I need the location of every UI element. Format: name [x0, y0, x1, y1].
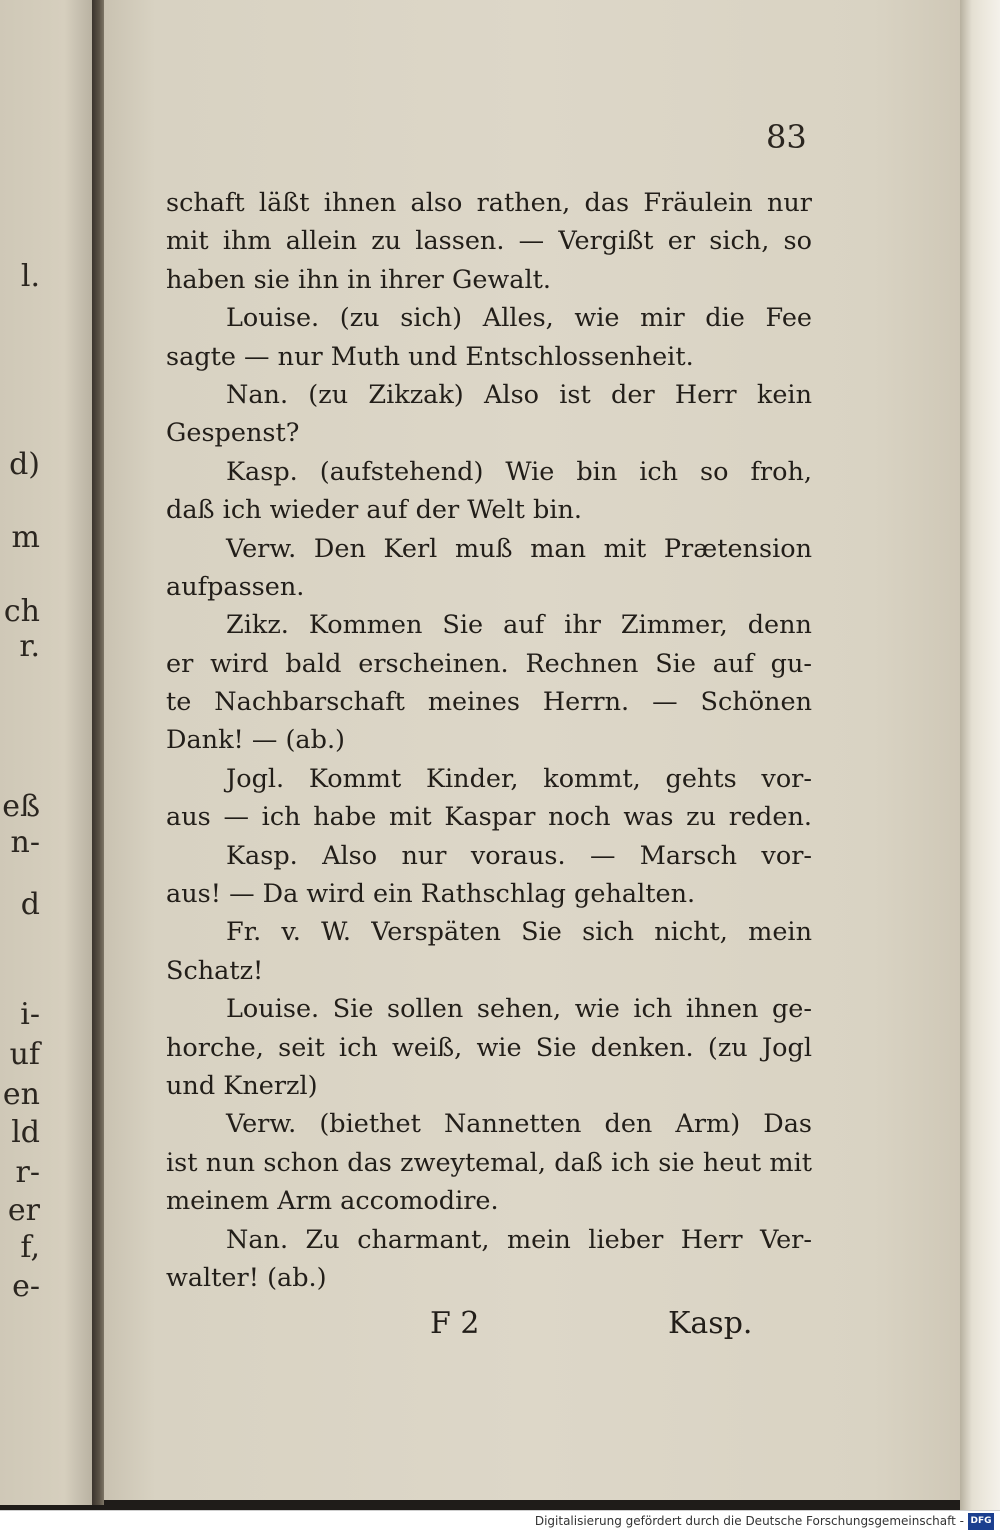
text-line: ist nun schon das zweytemal, daß ich sie heut mit: [166, 1147, 812, 1178]
facing-page-fragment: d): [9, 447, 40, 482]
facing-page-fragment: uf: [9, 1037, 40, 1072]
text-line: horche, seit ich weiß, wie Sie denken. (zu Jogl: [166, 1032, 812, 1063]
signature-mark: F 2: [430, 1306, 480, 1341]
text-line: walter! (ab.): [166, 1262, 327, 1293]
facing-page-fragment: er: [7, 1193, 40, 1228]
facing-page-fragment: l.: [20, 259, 40, 294]
text-line: daß ich wieder auf der Welt bin.: [166, 495, 583, 526]
text-line: aus! — Da wird ein Rathschlag gehalten.: [166, 879, 696, 910]
facing-page-fragment: d: [20, 887, 40, 922]
facing-page-fragment: en: [2, 1077, 40, 1112]
text-line: Schatz!: [166, 955, 264, 986]
text-line: Zikz. Kommen Sie auf ihr Zimmer, denn: [226, 610, 812, 641]
text-line: meinem Arm accomodire.: [166, 1186, 499, 1217]
text-line: Jogl. Kommt Kinder, kommt, gehts vor-: [226, 763, 812, 794]
text-line: Verw. Den Kerl muß man mit Prætension: [226, 533, 812, 564]
text-line: haben sie ihn in ihrer Gewalt.: [166, 264, 551, 295]
facing-page-fragment: ch: [3, 594, 40, 629]
facing-page-fragment: n-: [10, 825, 40, 860]
text-line: Kasp. Also nur voraus. — Marsch vor-: [226, 840, 812, 871]
text-line: Gespenst?: [166, 418, 300, 449]
facing-page-fragment: f,: [20, 1230, 40, 1265]
page-text: [166, 184, 812, 1297]
credit-bar: [0, 1510, 1000, 1534]
page-number: 83: [766, 118, 807, 156]
page-stack-edge: [960, 0, 1000, 1510]
text-line: sagte — nur Muth und Entschlossenheit.: [166, 341, 694, 372]
text-line: aus — ich habe mit Kaspar noch was zu reden.: [166, 802, 812, 833]
text-line: Nan. Zu charmant, mein lieber Herr Ver-: [226, 1224, 812, 1255]
text-line: Kasp. (aufstehend) Wie bin ich so froh,: [226, 456, 812, 487]
catchword: Kasp.: [668, 1306, 753, 1341]
facing-page-fragment: m: [11, 520, 40, 555]
text-line: Nan. (zu Zikzak) Also ist der Herr kein: [226, 379, 812, 410]
facing-page-fragment: ld: [11, 1115, 40, 1150]
dfg-logo: DFG: [968, 1513, 994, 1530]
text-line: Louise. (zu sich) Alles, wie mir die Fee: [226, 303, 812, 334]
text-line: te Nachbarschaft meines Herrn. — Schönen: [166, 687, 812, 718]
text-line: Dank! — (ab.): [166, 725, 346, 756]
text-line: Verw. (biethet Nannetten den Arm) Das: [226, 1109, 812, 1140]
text-line: er wird bald erscheinen. Rechnen Sie auf gu-: [166, 648, 812, 679]
facing-page-fragment: r.: [19, 629, 40, 664]
book-gutter: [92, 0, 104, 1505]
text-line: und Knerzl): [166, 1070, 318, 1101]
facing-page-fragment: e-: [12, 1269, 40, 1304]
facing-page-fragment: eß: [2, 789, 40, 824]
credit-text: Digitalisierung gefördert durch die Deutsche Forschungsgemeinschaft -: [534, 1514, 964, 1528]
text-line: Fr. v. W. Verspäten Sie sich nicht, mein: [226, 917, 812, 948]
text-line: mit ihm allein zu lassen. — Vergißt er sich, so: [166, 226, 812, 257]
facing-page-fragment: i-: [20, 997, 40, 1032]
text-line: aufpassen.: [166, 571, 305, 602]
text-line: schaft läßt ihnen also rathen, das Fräulein nur: [166, 188, 812, 218]
text-line: Louise. Sie sollen sehen, wie ich ihnen ge-: [226, 994, 812, 1025]
facing-page-fragment: r-: [15, 1155, 40, 1190]
